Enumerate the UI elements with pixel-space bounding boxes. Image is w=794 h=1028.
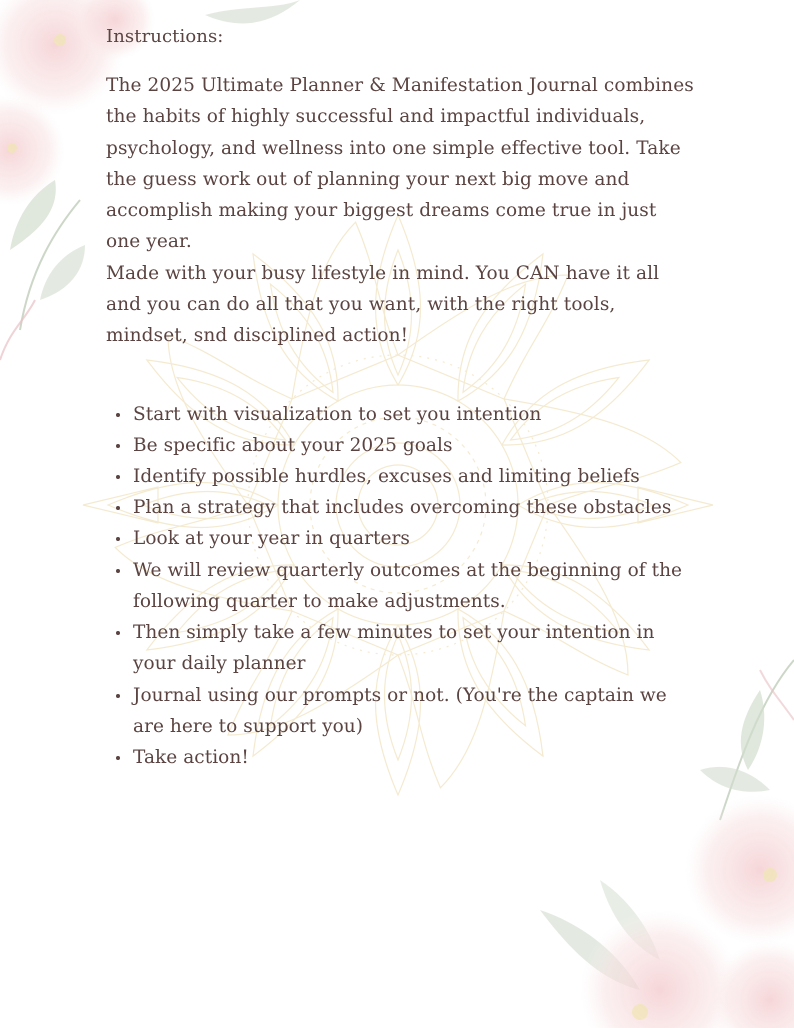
list-item: Then simply take a few minutes to set your intention in your daily planner [106,617,696,679]
page-heading: Instructions: [106,26,224,47]
list-item: Identify possible hurdles, excuses and limiting beliefs [106,461,696,492]
list-item: Plan a strategy that includes overcoming these obstacles [106,492,696,523]
list-item: Take action! [106,742,696,773]
intro-paragraph: The 2025 Ultimate Planner & Manifestation Journal combines the habits of highly successful and impactful individuals, psychology, and wellness into one simple effective tool. Take the guess work out of planning your next big move and accomplish making your biggest dreams come true in just one year. [106,75,694,253]
list-item: Be specific about your 2025 goals [106,430,696,461]
instruction-list [106,399,696,773]
list-item: Journal using our prompts or not. (You're the captain we are here to support you) [106,680,696,742]
intro-paragraph: Made with your busy lifestyle in mind. You CAN have it all and you can do all that you want, with the right tools, mindset, snd disciplined action! [106,262,660,347]
intro-text [106,70,696,352]
list-item: We will review quarterly outcomes at the beginning of the following quarter to make adjustments. [106,555,696,617]
instructions-content [106,24,696,773]
list-item: Start with visualization to set you intention [106,399,696,430]
list-item: Look at your year in quarters [106,523,696,554]
